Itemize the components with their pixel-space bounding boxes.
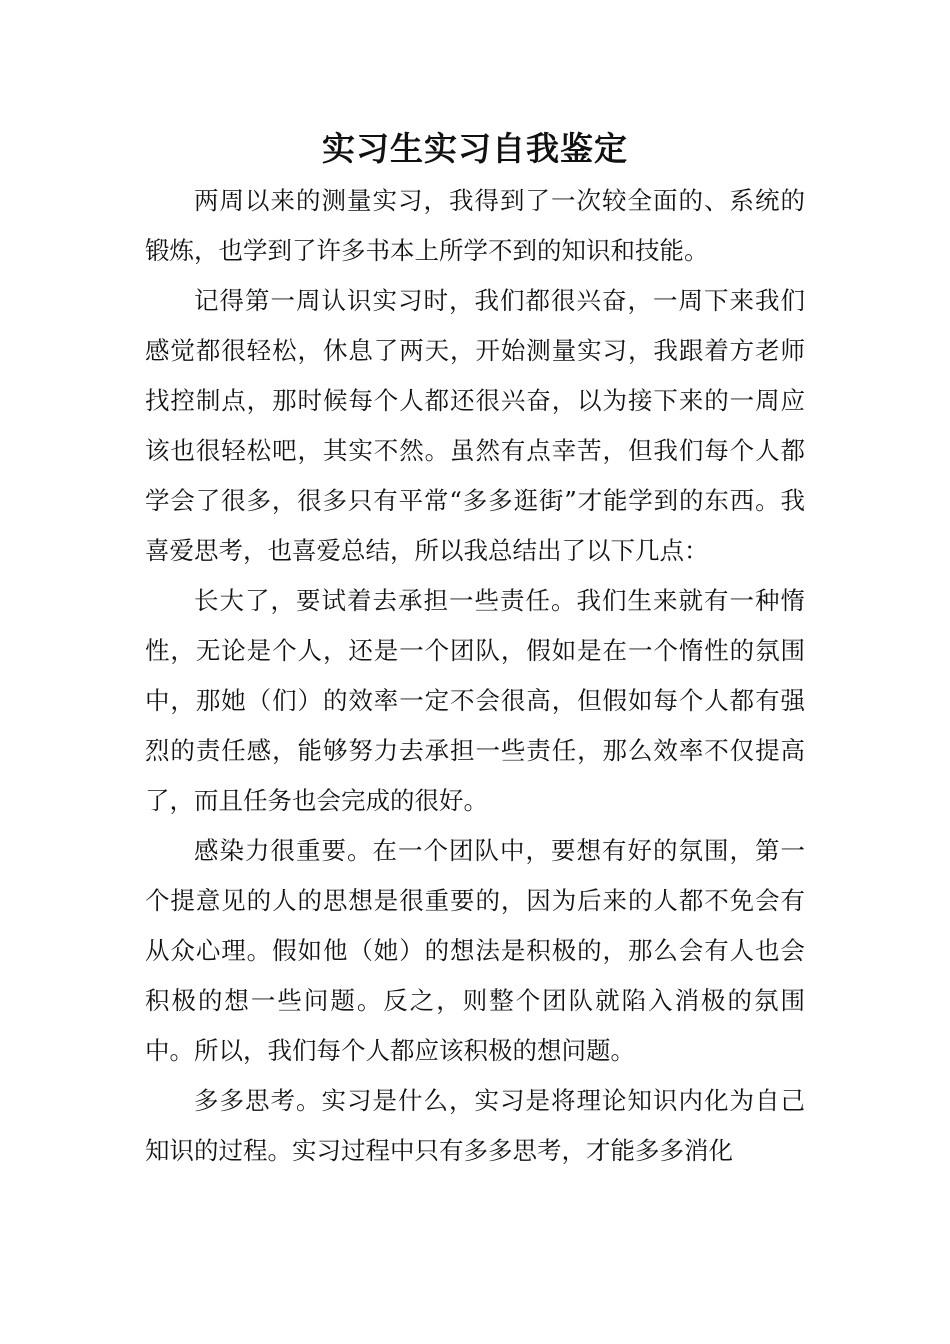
paragraph: 多多思考。实习是什么，实习是将理论知识内化为自己知识的过程。实习过程中只有多多思考，才能多多消化 — [145, 1086, 805, 1165]
document-body — [145, 176, 805, 1176]
paragraph: 长大了，要试着去承担一些责任。我们生来就有一种惰性，无论是个人，还是一个团队，假如是在一个惰性的氛围中，那她（们）的效率一定不会很高，但假如每个人都有强烈的责任感，能够努力去承担一些责任，那么效率不仅提高了，而且任务也会完成的很好。 — [145, 586, 805, 815]
document-title: 实习生实习自我鉴定 — [322, 129, 628, 168]
paragraph: 感染力很重要。在一个团队中，要想有好的氛围，第一个提意见的人的思想是很重要的，因为后来的人都不免会有从众心理。假如他（她）的想法是积极的，那么会有人也会积极的想一些问题。反之，则整个团队就陷入消极的氛围中。所以，我们每个人都应该积极的想问题。 — [145, 836, 805, 1065]
paragraph: 两周以来的测量实习，我得到了一次较全面的、系统的锻炼，也学到了许多书本上所学不到的知识和技能。 — [145, 186, 805, 265]
paragraph: 记得第一周认识实习时，我们都很兴奋，一周下来我们感觉都很轻松，休息了两天，开始测量实习，我跟着方老师找控制点，那时候每个人都还很兴奋，以为接下来的一周应该也很轻松吧，其实不然。虽然有点幸苦，但我们每个人都学会了很多，很多只有平常“多多逛街”才能学到的东西。我喜爱思考，也喜爱总结，所以我总结出了以下几点： — [145, 286, 805, 565]
